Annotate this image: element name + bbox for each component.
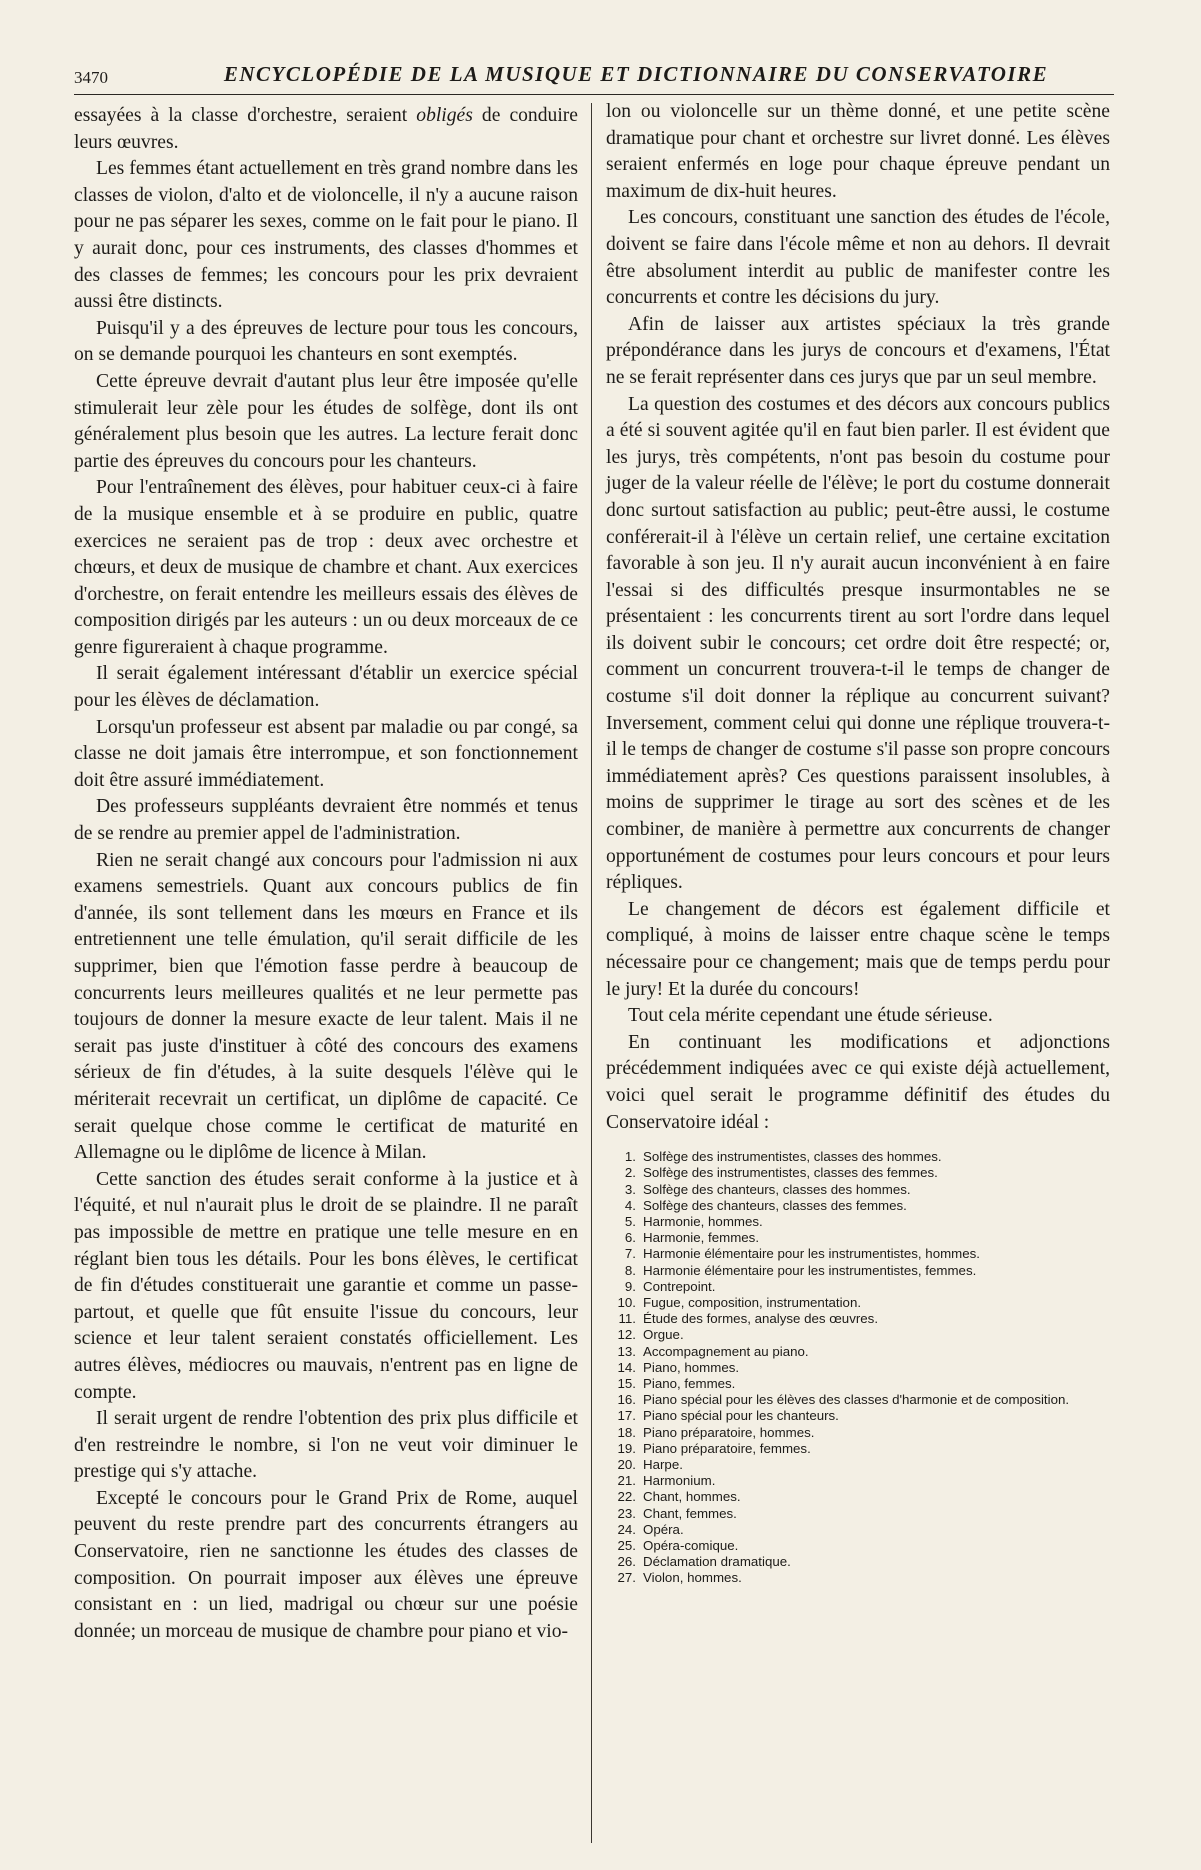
program-item-number: 20. (617, 1457, 636, 1473)
program-item-text: Piano préparatoire, femmes. (643, 1440, 811, 1456)
program-item-text: Étude des formes, analyse des œuvres. (643, 1311, 879, 1327)
program-item-text: Chant, hommes. (643, 1489, 741, 1505)
program-item-text: Chant, femmes. (643, 1505, 737, 1521)
program-item-text: Piano, femmes. (643, 1376, 736, 1391)
program-item (606, 1570, 1110, 1586)
program-item (606, 1198, 1110, 1214)
program-item (606, 1522, 1110, 1538)
paragraph: En continuant les modifications et adjonctions précédemment indiquées avec ce qui existe déjà actuellement, voici quel serait le programme définitif des études du Conservatoire idéal : (606, 1031, 1110, 1133)
program-item-number: 18. (617, 1424, 636, 1440)
program-item-number: 1. (624, 1149, 636, 1165)
paragraph: Il serait urgent de rendre l'obtention des prix plus difficile et d'en restreindre le nombre, si l'on ne veut voir diminuer le prestige qui s'y attache. (74, 1408, 578, 1483)
program-item (606, 1441, 1110, 1457)
program-item-number: 9. (624, 1278, 636, 1294)
paragraph: Pour l'entraînement des élèves, pour habituer ceux-ci à faire de la musique ensemble et à se produire en public, quatre exercices ne seraient pas de trop : deux avec orchestre et chœurs, et deux de musique de chambre et chant. Aux exercices d'orchestre, on ferait entendre les meilleurs essais des élèves de composition dirigés par les auteurs : un ou deux morceaux de ce genre figureraient à chaque programme. (74, 477, 578, 658)
program-item-number: 11. (618, 1311, 636, 1327)
program-item (606, 1263, 1110, 1279)
program-item-number: 10. (617, 1294, 636, 1310)
program-item-text: Orgue. (643, 1327, 684, 1343)
header-rule (74, 94, 1114, 95)
program-item-text: Harmonie élémentaire pour les instrumentistes, femmes. (643, 1262, 977, 1278)
paragraph-text: de conduire leurs œuvres. (74, 105, 578, 153)
program-item-text: Opéra. (643, 1521, 684, 1537)
program-item-number: 6. (624, 1230, 636, 1246)
program-item (606, 1408, 1110, 1424)
program-item-text: Contrepoint. (643, 1278, 716, 1294)
paragraph: Il serait également intéressant d'établir un exercice spécial pour les élèves de déclamation. (74, 663, 578, 712)
program-item-number: 15. (617, 1376, 636, 1391)
program-item-text: Piano préparatoire, hommes. (643, 1424, 815, 1440)
program-item (606, 1327, 1110, 1343)
program-item (606, 1182, 1110, 1198)
column-divider (591, 103, 592, 1843)
program-item-number: 27. (617, 1570, 636, 1586)
paragraph: Les concours, constituant une sanction des études de l'école, doivent se faire dans l'école même et non au dehors. Il devrait être absolument interdit au public de manifester contre les concurrents et contre les décisions du jury. (606, 207, 1110, 309)
program-item-number: 14. (617, 1359, 636, 1375)
paragraph-text: essayées à la classe d'orchestre, seraient (74, 105, 417, 126)
program-item-text: Harmonie, femmes. (643, 1230, 760, 1246)
program-item-text: Harmonie, hommes. (643, 1213, 763, 1229)
program-item-text: Solfège des instrumentistes, classes des hommes. (643, 1149, 942, 1165)
program-item (606, 1344, 1110, 1360)
paragraph: lon ou violoncelle sur un thème donné, et une petite scène dramatique pour chant et orchestre sur livret donné. Les élèves seraient enfermés en loge pour chaque épreuve pendant un maximum de dix-huit heures. (606, 101, 1110, 202)
program-item-text: Solfège des instrumentistes, classes des femmes. (643, 1165, 938, 1181)
program-item-text: Fugue, composition, instrumentation. (643, 1294, 862, 1310)
program-item-text: Déclamation dramatique. (643, 1554, 791, 1570)
running-title: ENCYCLOPÉDIE DE LA MUSIQUE ET DICTIONNAIRE DU CONSERVATOIRE (223, 62, 1049, 86)
page-number: 3470 (74, 68, 108, 87)
program-item-text: Opéra-comique. (643, 1538, 739, 1554)
program-item (606, 1311, 1110, 1327)
paragraph: Cette sanction des études serait conforme à la justice et à l'équité, et nul n'aurait plus le droit de se plaindre. Il ne paraît pas impossible de mettre en pratique une telle mesure en en réglant bien tous les détails. Pour les bons élèves, le certificat de fin d'études constituerait une garantie et comme un passe-partout, et quelle que fût ensuite l'issue du concours, leur science et leur talent seraient constatés officiellement. Les autres élèves, médiocres ou mauvais, n'entrent pas en ligne de compte. (74, 1168, 578, 1403)
program-item (606, 1279, 1110, 1295)
program-item (606, 1246, 1110, 1262)
program-item (606, 1165, 1110, 1181)
program-item-number: 24. (617, 1521, 636, 1537)
program-item-number: 4. (624, 1197, 636, 1213)
program-item (606, 1457, 1110, 1473)
program-item (606, 1214, 1110, 1230)
program-item-number: 2. (624, 1165, 636, 1181)
program-item-number: 21. (617, 1473, 636, 1489)
paragraph: Puisqu'il y a des épreuves de lecture pour tous les concours, on se demande pourquoi les chanteurs en sont exemptés. (74, 317, 578, 366)
program-item-text: Piano spécial pour les chanteurs. (643, 1408, 839, 1424)
program-item (606, 1149, 1110, 1165)
right-column (606, 99, 1110, 1587)
program-item-number: 19. (617, 1440, 636, 1456)
program-item-text: Harmonium. (643, 1473, 716, 1489)
emphasis-text: obligés (416, 105, 473, 126)
program-item (606, 1295, 1110, 1311)
paragraph: Lorsqu'un professeur est absent par maladie ou par congé, sa classe ne doit jamais être interrompue, et son fonctionnement doit être assuré immédiatement. (74, 716, 578, 791)
program-item (606, 1425, 1110, 1441)
program-item-number: 5. (624, 1213, 636, 1229)
program-item-text: Harpe. (643, 1457, 683, 1473)
program-item-number: 8. (624, 1262, 636, 1278)
paragraph (74, 103, 578, 156)
program-item-number: 12. (617, 1327, 636, 1343)
paragraph: Des professeurs suppléants devraient être nommés et tenus de se rendre au premier appel de l'administration. (74, 796, 578, 845)
paragraph: Cette épreuve devrait d'autant plus leur être imposée qu'elle stimulerait leur zèle pour les études de solfège, dont ils ont généralement plus besoin que les autres. La lecture ferait donc partie des épreuves du concours pour les chanteurs. (74, 370, 578, 472)
program-item (606, 1473, 1110, 1489)
program-item-number: 17. (617, 1408, 636, 1424)
paragraph: Rien ne serait changé aux concours pour l'admission ni aux examens semestriels. Quant aux concours publics de fin d'année, ils sont tellement dans les mœurs en France et ils entretiennent une telle émulation, qu'il serait difficile de les supprimer, bien que l'émotion fasse perdre à beaucoup de concurrents leurs meilleures qualités et ne leur permette pas toujours de donner la mesure exacte de leur talent. Mais il ne serait pas juste d'instituer à côté des concours des examens sérieux de fin d'études, à la suite desquels l'élève qui le mériterait recevrait un certificat, un diplôme de capacité. Ce serait quelque chose comme le certificat de maturité en Allemagne ou le diplôme de licence à Milan. (74, 849, 578, 1164)
program-item-text: Solfège des chanteurs, classes des femmes. (643, 1197, 907, 1213)
paragraph: Excepté le concours pour le Grand Prix de Rome, auquel peuvent du reste prendre part des concurrents étrangers au Conservatoire, rien ne sanctionne les études des classes de composition. On pourrait imposer aux élèves une épreuve consistant en : un lied, madrigal ou chœur sur une poésie donnée; un morceau de musique de chambre pour piano et vio- (74, 1487, 578, 1642)
paragraph: Le changement de décors est également difficile et compliqué, à moins de laisser entre chaque scène le temps nécessaire pour ce changement; mais que de temps perdu pour le jury! Et la durée du concours! (606, 898, 1110, 1000)
program-item-number: 13. (617, 1343, 636, 1359)
program-item-text: Violon, hommes. (643, 1570, 742, 1586)
program-item-number: 3. (624, 1181, 636, 1197)
program-item-number: 22. (617, 1489, 636, 1505)
program-item-number: 16. (617, 1392, 636, 1408)
program-item (606, 1554, 1110, 1570)
program-item-number: 23. (617, 1505, 636, 1521)
program-item-number: 25. (617, 1538, 636, 1554)
program-item (606, 1489, 1110, 1505)
program-item (606, 1360, 1110, 1376)
program-item (606, 1376, 1110, 1392)
program-item-text: Piano spécial pour les élèves des classes d'harmonie et de composition. (643, 1392, 1070, 1408)
page-header (74, 62, 1114, 92)
paragraph: La question des costumes et des décors aux concours publics a été si souvent agitée qu'il en faut bien parler. Il est évident que les jurys, très compétents, n'ont pas besoin du costume pour juger de la valeur réelle de l'élève; le port du costume donnerait donc surtout satisfaction au public; peut-être aussi, le costume conférerait-il à l'élève un certain relief, une certaine excitation favorable à son jeu. Il n'y aurait aucun inconvénient à en faire l'essai si des difficultés presque insurmontables ne se présentaient : les concurrents tirent au sort l'ordre dans lequel ils doivent subir le concours; cet ordre doit être respecté; or, comment un concurrent trouvera-t-il le temps de changer de costume s'il doit donner la réplique au concurrent suivant? Inversement, comment celui qui donne une réplique trouvera-t-il le temps de changer de costume s'il passe son propre concours immédiatement après? Ces questions paraissent insolubles, à moins de supprimer le tirage au sort des scènes et de les combiner, de manière à permettre aux concurrents de changer opportunément de costumes pour leurs concours et pour leurs répliques. (606, 393, 1110, 894)
program-item-text: Harmonie élémentaire pour les instrumentistes, hommes. (643, 1246, 980, 1262)
program-item (606, 1392, 1110, 1408)
paragraph: Tout cela mérite cependant une étude sérieuse. (628, 1005, 993, 1027)
paragraph: Les femmes étant actuellement en très grand nombre dans les classes de violon, d'alto et de violoncelle, il n'y a aucune raison pour ne pas séparer les sexes, comme on le fait pour le piano. Il y aurait donc, pour ces instruments, des classes d'hommes et des classes de femmes; les concours pour les prix devraient aussi être distincts. (74, 158, 578, 313)
program-item-text: Accompagnement au piano. (643, 1343, 809, 1359)
paragraph: Afin de laisser aux artistes spéciaux la très grande prépondérance dans les jurys de concours et d'examens, l'État ne se ferait représenter dans ces jurys que par un seul membre. (606, 313, 1110, 388)
program-item-text: Piano, hommes. (643, 1359, 740, 1375)
left-column (74, 103, 578, 1645)
program-item (606, 1506, 1110, 1522)
program-item (606, 1538, 1110, 1554)
program-item-number: 26. (617, 1554, 636, 1570)
program-item-number: 7. (624, 1246, 636, 1262)
program-item (606, 1230, 1110, 1246)
program-list (606, 1149, 1110, 1586)
program-item-text: Solfège des chanteurs, classes des hommes. (643, 1181, 911, 1197)
